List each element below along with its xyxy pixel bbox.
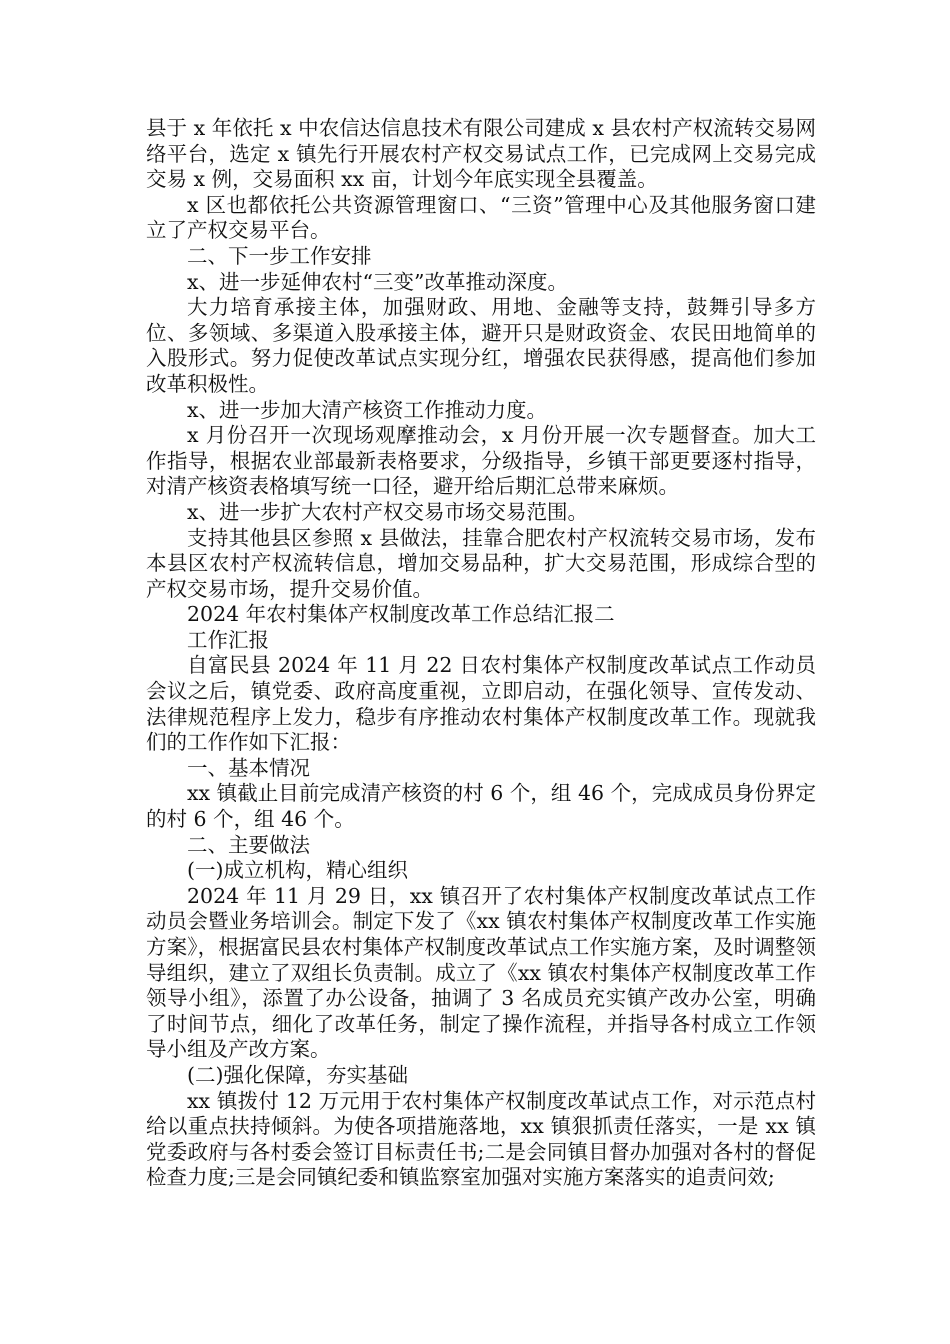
paragraph: x 区也都依托公共资源管理窗口、“三资”管理中心及其他服务窗口建立了产权交易平台。 bbox=[146, 192, 816, 243]
paragraph: 县于 x 年依托 x 中农信达信息技术有限公司建成 x 县农村产权流转交易网络平台，选定 x 镇先行开展农村产权交易试点工作，已完成网上交易完成交易 x 例，交易面积 xx 亩，计划今年底实现全县覆盖。 bbox=[146, 116, 816, 192]
paragraph: xx 镇截止目前完成清产核资的村 6 个，组 46 个，完成成员身份界定的村 6 个，组 46 个。 bbox=[146, 781, 816, 832]
paragraph: 大力培育承接主体，加强财政、用地、金融等支持，鼓舞引导多方位、多领域、多渠道入股承接主体，避开只是财政资金、农民田地简单的入股形式。努力促使改革试点实现分红，增强农民获得感，提高他们参加改革积极性。 bbox=[146, 295, 816, 396]
subsection-heading: x、进一步延伸农村“三变”改革推动深度。 bbox=[187, 269, 569, 294]
paragraph: 自富民县 2024 年 11 月 22 日农村集体产权制度改革试点工作动员会议之后，镇党委、政府高度重视，立即启动，在强化领导、宣传发动、法律规范程序上发力，稳步有序推动农村集体产权制度改革工作。现就我们的工作作如下汇报： bbox=[146, 653, 816, 755]
subsection-heading: x、进一步加大清产核资工作推动力度。 bbox=[187, 397, 548, 422]
section-heading: 二、主要做法 bbox=[187, 832, 310, 857]
paragraph: x 月份召开一次现场观摩推动会，x 月份开展一次专题督查。加大工作指导，根据农业部最新表格要求，分级指导，乡镇干部更要逐村指导，对清产核资表格填写统一口径，避开给后期汇总带来麻烦。 bbox=[146, 423, 816, 499]
section-heading: 一、基本情况 bbox=[187, 755, 310, 780]
document-body bbox=[146, 116, 816, 1191]
section-heading: 二、下一步工作安排 bbox=[187, 243, 372, 268]
subsection-heading: (二)强化保障，夯实基础 bbox=[187, 1062, 408, 1087]
paragraph: xx 镇拨付 12 万元用于农村集体产权制度改革试点工作，对示范点村给以重点扶持倾斜。为使各项措施落地，xx 镇狠抓责任落实，一是 xx 镇党委政府与各村委会签订目标责任书;二是会同镇目督办加强对各村的督促检查力度;三是会同镇纪委和镇监察室加强对实施方案落实的追责问效; bbox=[146, 1088, 816, 1190]
document-subtitle: 工作汇报 bbox=[187, 627, 269, 652]
subsection-heading: x、进一步扩大农村产权交易市场交易范围。 bbox=[187, 499, 589, 524]
subsection-heading: (一)成立机构，精心组织 bbox=[187, 858, 408, 883]
paragraph: 支持其他县区参照 x 县做法，挂靠合肥农村产权流转交易市场，发布本县区农村产权流转信息，增加交易品种，扩大交易范围，形成综合型的产权交易市场，提升交易价值。 bbox=[146, 525, 816, 601]
document-title: 2024 年农村集体产权制度改革工作总结汇报二 bbox=[187, 602, 615, 627]
paragraph: 2024 年 11 月 29 日，xx 镇召开了农村集体产权制度改革试点工作动员会暨业务培训会。制定下发了《xx 镇农村集体产权制度改革工作实施方案》，根据富民县农村集体产权制度改革试点工作实施方案，及时调整领导组织，建立了双组长负责制。成立了《xx 镇农村集体产权制度改革工作领导小组》，添置了办公设备，抽调了 3 名成员充实镇产改办公室，明确了时间节点，细化了改革任务，制定了操作流程，并指导各村成立工作领导小组及产改方案。 bbox=[146, 883, 816, 1062]
